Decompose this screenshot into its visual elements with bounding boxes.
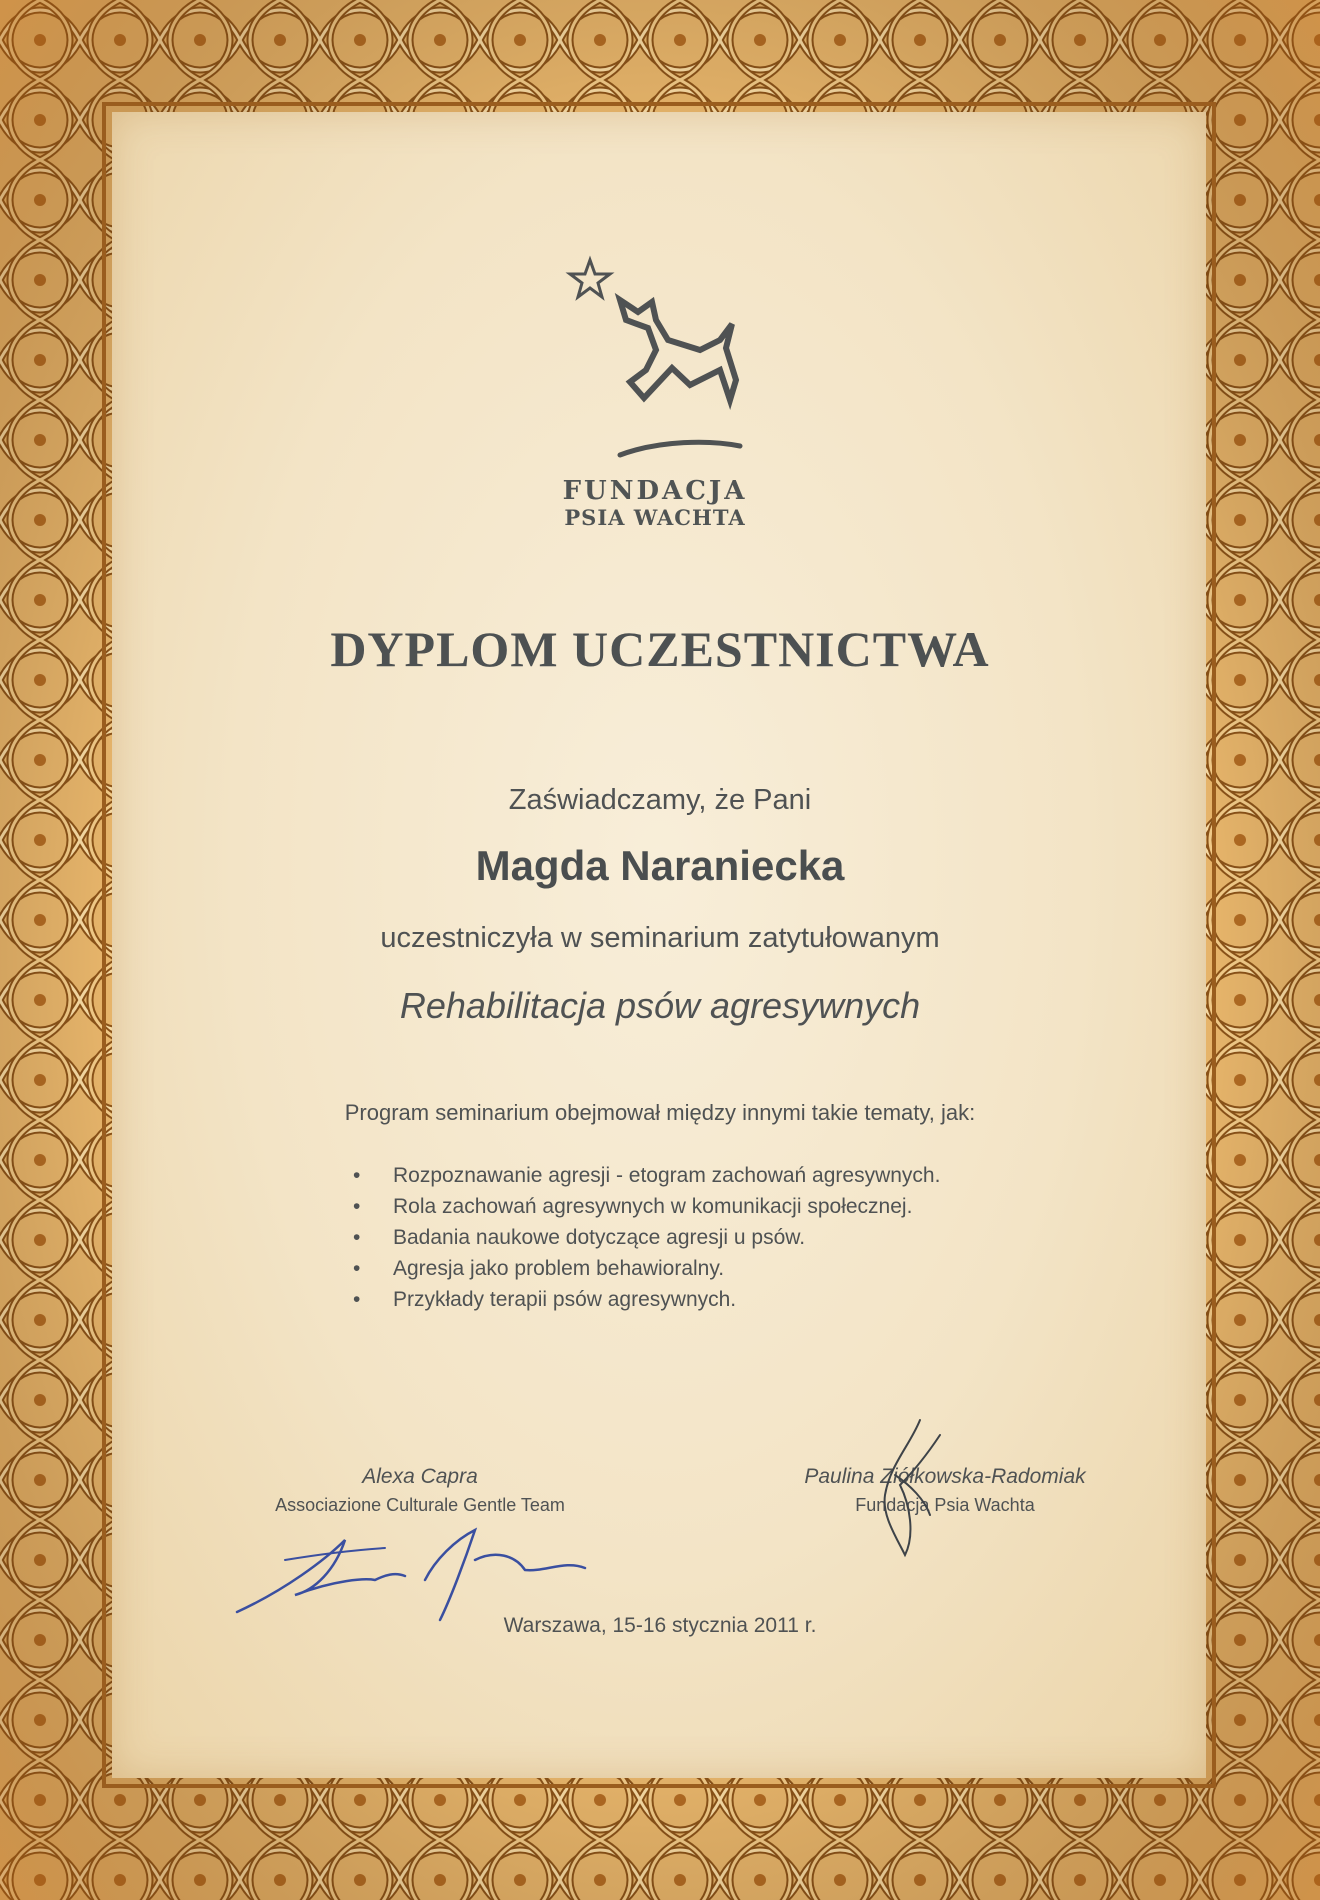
topic-text: Badania naukowe dotyczące agresji u psów. [393, 1226, 806, 1249]
org-name-line2: PSIA WACHTA [564, 505, 746, 530]
list-item [345, 1222, 940, 1253]
program-intro: Program seminarium obejmował między innymi takie tematy, jak: [344, 1100, 976, 1125]
topic-text: Przykłady terapii psów agresywnych. [393, 1288, 737, 1311]
list-item [345, 1191, 940, 1222]
list-item [345, 1160, 940, 1191]
bullet-icon: • [353, 1288, 361, 1311]
topic-text: Rola zachowań agresywnych w komunikacji społecznej. [393, 1195, 913, 1218]
signature-right [870, 1415, 950, 1565]
topics-list [345, 1160, 940, 1315]
list-item [345, 1284, 940, 1315]
certify-text: Zaświadczamy, że Pani [508, 784, 812, 816]
signer-name: Paulina Ziółkowska-Radomiak [804, 1465, 1086, 1488]
bullet-icon: • [353, 1226, 361, 1249]
star-dog-logo-icon [560, 250, 780, 470]
bullet-icon: • [353, 1257, 361, 1280]
place-date: Warszawa, 15-16 stycznia 2011 r. [503, 1614, 817, 1637]
list-item [345, 1253, 940, 1284]
topic-text: Rozpoznawanie agresji - etogram zachowań agresywnych. [393, 1164, 941, 1187]
signer-organization: Associazione Culturale Gentle Team [275, 1495, 565, 1515]
signer-organization: Fundacja Psia Wachta [855, 1495, 1035, 1515]
topic-text: Agresja jako problem behawioralny. [393, 1257, 725, 1280]
bullet-icon: • [353, 1164, 361, 1187]
diploma-title: DYPLOM UCZESTNICTWA [330, 621, 990, 677]
seminar-title: Rehabilitacja psów agresywnych [399, 985, 921, 1026]
signer-name: Alexa Capra [362, 1465, 478, 1488]
participant-name: Magda Naraniecka [475, 842, 845, 889]
participated-text: uczestniczyła w seminarium zatytułowanym [380, 922, 940, 954]
signer-left [210, 1462, 630, 1518]
bullet-icon: • [353, 1195, 361, 1218]
org-name-line1: FUNDACJA [562, 476, 748, 506]
